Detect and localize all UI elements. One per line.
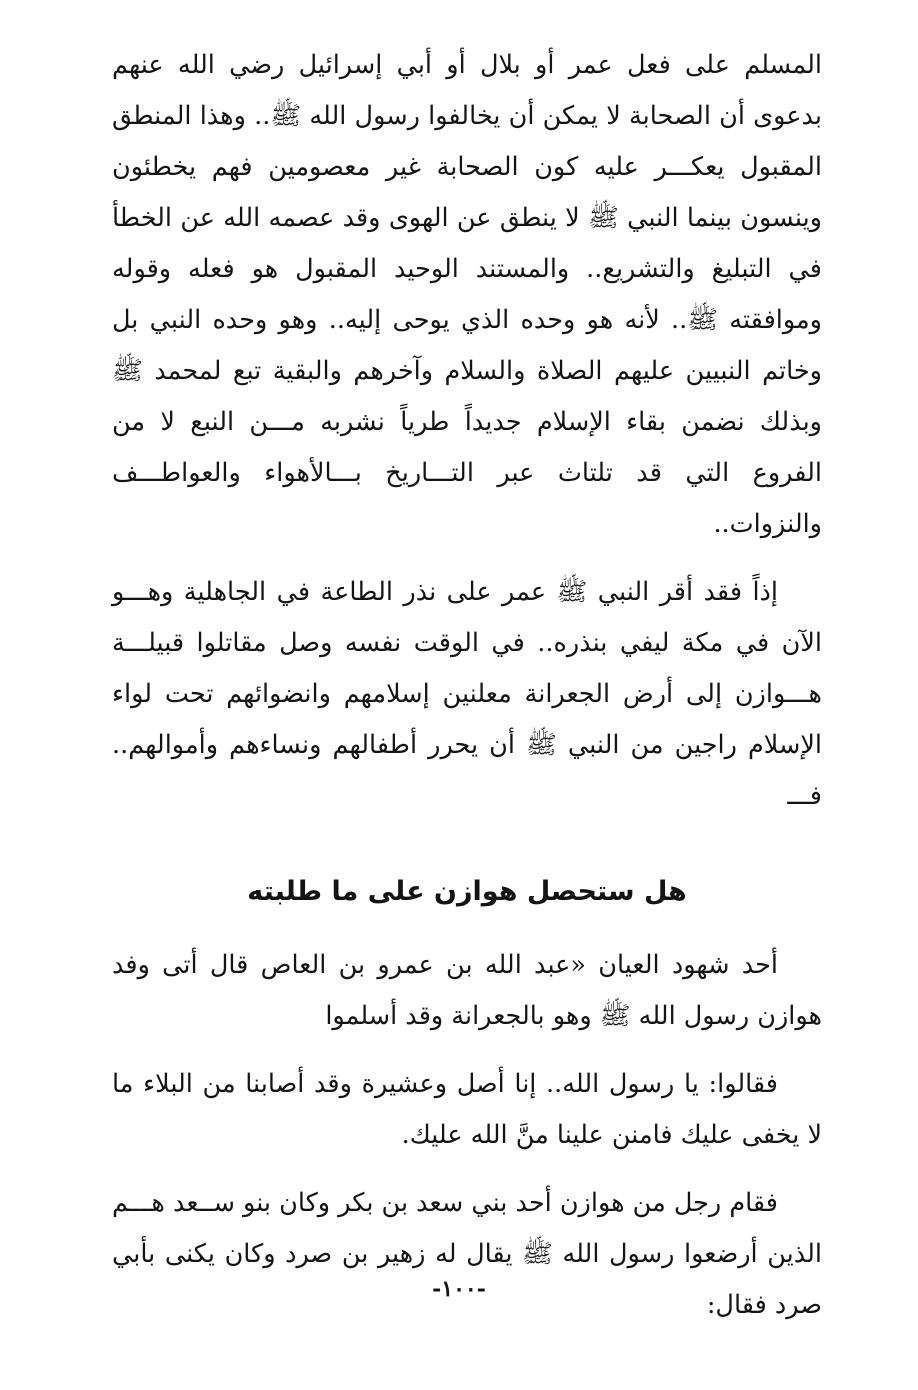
paragraph: أحد شهود العيان «عبد الله بن عمرو بن العاص قال أتى وفد هوازن رسول الله ﷺ وهو بالجعرانة وقد أسلموا [112, 950, 822, 1031]
book-page [112, 40, 822, 1331]
paragraph: المسلم على فعل عمر أو بلال أو أبي إسرائيل رضي الله عنهم بدعوى أن الصحابة لا يمكن أن يخالفوا رسول الله ﷺ.. وهذا المنطق المقبول يعكـــر عليه كون الصحابة غير معصومين فهم يخطئون وينسون بينما النبي ﷺ لا ينطق عن الهوى وقد عصمه الله عن الخطأ في التبليغ والتشريع.. والمستند الوحيد المقبول هو فعله وقوله وموافقته ﷺ.. لأنه هو وحده الذي يوحى إليه.. وهو وحده النبي بل وخاتم النبيين عليهم الصلاة والسلام وآخرهم والبقية تبع لمحمد ﷺ وبذلك نضمن بقاء الإسلام جديداً طرياً نشربه مـــن النبع لا من الفروع التي قد تلتاث عبر التـــاريخ بـــالأهواء والعواطـــف والنزوات.. [112, 50, 822, 539]
section-heading: هل ستحصل هوازن على ما طلبته [247, 876, 687, 907]
paragraph: إذاً فقد أقر النبي ﷺ عمر على نذر الطاعة في الجاهلية وهـــو الآن في مكة ليفي بنذره.. في الوقت نفسه وصل مقاتلوا قبيلـــة هـــوازن إلى أرض الجعرانة معلنين إسلامهم وانضوائهم تحت لواء الإسلام راجين من النبي ﷺ أن يحرر أطفالهم ونساءهم وأموالهم.. فـــ [112, 577, 822, 811]
paragraph: فقالوا: يا رسول الله.. إنا أصل وعشيرة وقد أصابنا من البلاء ما لا يخفى عليك فامنن علينا منَّ الله عليك. [112, 1069, 822, 1150]
paragraph: فقام رجل من هوازن أحد بني سعد بن بكر وكان بنو ســعد هـــم الذين أرضعوا رسول الله ﷺ يقال له زهير بن صرد وكان يكنى بأبي صرد فقال: [112, 1188, 822, 1320]
page-number: -١٠٠- [432, 1276, 486, 1302]
